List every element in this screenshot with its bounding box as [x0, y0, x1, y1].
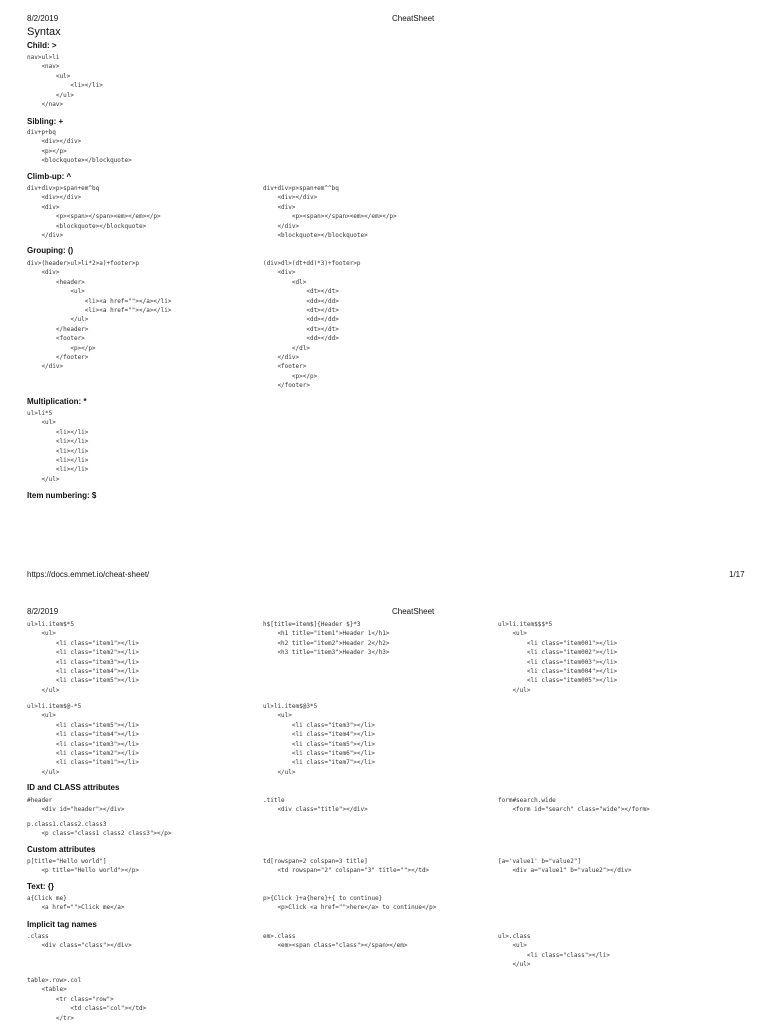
page-date: 8/2/2019 [27, 607, 59, 616]
custom-code-3: [a='value1' b="value2"] <div a="value1" b="value2"></div> [498, 858, 632, 875]
implicit-tags-title: Implicit tag names [27, 920, 97, 929]
custom-attributes-title: Custom attributes [27, 845, 96, 854]
sibling-code: div+p+bq <div></div> <p></p> <blockquote></blockquote> [27, 129, 132, 165]
page-date: 8/2/2019 [27, 14, 59, 23]
implicit-code-1: .class <div class="class"></div> [27, 933, 132, 950]
climbup-code-right: div+div>p>span+em^^bq <div></div> <div> <p><span></span><em></em></p> </div> <blockquote></blockquote> [263, 185, 397, 240]
custom-code-1: p[title="Hello world"] <p title="Hello world"></p> [27, 858, 139, 875]
idclass-code-2: .title <div class="title"></div> [263, 797, 368, 814]
numbering-code-2: h$[title=item$]{Header $}*3 <h1 title="item1">Header 1</h1> <h2 title="item2">Header 2</h2> <h3 title="item3">Header 3</h3> [263, 621, 390, 657]
idclass-title: ID and CLASS attributes [27, 783, 120, 792]
implicit-code-2: em>.class <em><span class="class"></span></em> [263, 933, 408, 950]
page-2 [0, 600, 768, 1024]
numbering-code-4: ul>li.item$@-*5 <ul> <li class="item5"></li> <li class="item4"></li> <li class="item3"></li> <li class="item2"></li> <li class="item1"></li> </ul> [27, 703, 139, 776]
idclass-code-3: form#search.wide <form id="search" class="wide"></form> [498, 797, 650, 814]
grouping-title: Grouping: () [27, 246, 74, 255]
idclass-code-1: #header <div id="header"></div> [27, 797, 125, 814]
multiplication-title: Multiplication: * [27, 397, 87, 406]
page-header-title: CheatSheet [392, 14, 435, 23]
footer-page-number: 1/17 [729, 570, 745, 579]
text-title: Text: {} [27, 882, 54, 891]
custom-code-2: td[rowspan=2 colspan=3 title] <td rowspan="2" colspan="3" title=""></td> [263, 858, 430, 875]
item-numbering-title: Item numbering: $ [27, 491, 97, 500]
idclass-code-4: p.class1.class2.class3 <p class="class1 class2 class3"></p> [27, 821, 172, 838]
text-code-2: p>{Click }+a{here}+{ to continue} <p>Click <a href="">here</a> to continue</p> [263, 895, 437, 912]
numbering-code-1: ul>li.item$*5 <ul> <li class="item1"></li> <li class="item2"></li> <li class="item3"></li> <li class="item4"></li> <li class="item5"></li> </ul> [27, 621, 139, 694]
sibling-title: Sibling: + [27, 117, 64, 126]
text-code-1: a{Click me} <a href="">Click me</a> [27, 895, 125, 912]
implicit-code-3: ul>.class <ul> <li class="class"></li> </ul> [498, 933, 610, 969]
page-header-title: CheatSheet [392, 607, 435, 616]
numbering-code-5: ul>li.item$@3*5 <ul> <li class="item3"></li> <li class="item4"></li> <li class="item5"></li> <li class="item6"></li> <li class="item7"></li> </ul> [263, 703, 375, 776]
climbup-title: Climb-up: ^ [27, 172, 72, 181]
grouping-code-left: div>(header>ul>li*2>a)+footer>p <div> <header> <ul> <li><a href=""></a></li> <li><a href=""></a></li> </ul> </header> <footer> <p></p> </footer> </div> [27, 260, 172, 371]
child-title: Child: > [27, 41, 57, 50]
implicit-code-4: table>.row>.col <table> <tr class="row"> <td class="col"></td> </tr> [27, 977, 147, 1022]
multiplication-code: ul>li*5 <ul> <li></li> <li></li> <li></li> <li></li> <li></li> </ul> [27, 410, 89, 483]
numbering-code-3: ul>li.item$$$*5 <ul> <li class="item001"></li> <li class="item002"></li> <li class="item003"></li> <li class="item004"></li> <li class="item005"></li> </ul> [498, 621, 618, 694]
child-code: nav>ul>li <nav> <ul> <li></li> </ul> </nav> [27, 54, 103, 109]
footer-url[interactable]: https://docs.emmet.io/cheat-sheet/ [27, 570, 150, 579]
section-heading-syntax: Syntax [27, 26, 61, 38]
grouping-code-right: (div>dl>(dt+dd)*3)+footer>p <div> <dl> <dt></dt> <dd></dd> <dt></dt> <dd></dd> <dt></dt> <dd></dd> </dl> </div> <footer> <p></p> </footer> [263, 260, 361, 390]
climbup-code-left: div+div>p>span+em^bq <div></div> <div> <p><span></span><em></em></p> <blockquote></blockquote> </div> [27, 185, 161, 240]
